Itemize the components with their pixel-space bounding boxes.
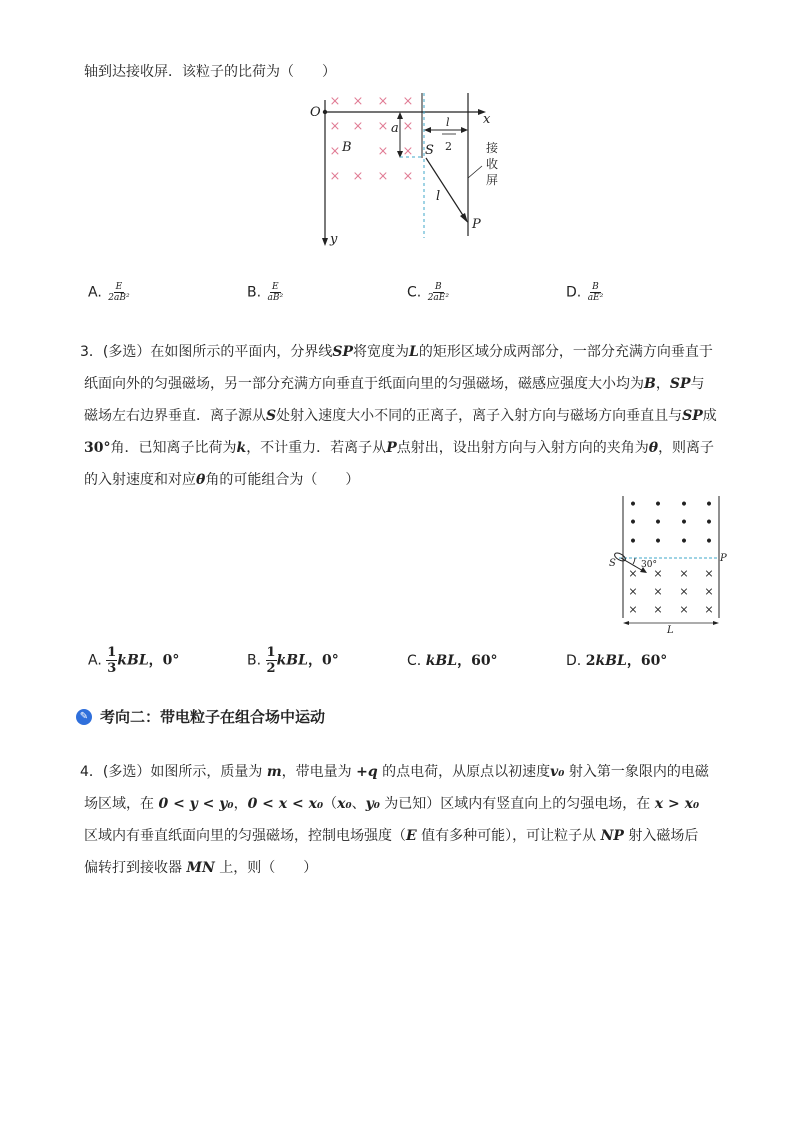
svg-text:×: × — [329, 169, 341, 184]
svg-text:•: • — [679, 497, 689, 513]
q3-stem-line-3: 磁场左右边界垂直．离子源从S处射入速度大小不同的正离子，离子入射方向与磁场方向垂直且与SP成 — [84, 408, 717, 424]
svg-text:×: × — [628, 567, 638, 580]
q2-option-b[interactable]: B. $\frac{E}{\text{aB²}}$ — [247, 282, 284, 303]
q3-stem-line-5: 的入射速度和对应θ角的可能组合为（ ） — [84, 472, 360, 488]
q3-label-angle: 30° — [641, 560, 657, 570]
q2-label-half-l-num: l — [446, 116, 450, 129]
svg-text:×: × — [704, 603, 714, 616]
svg-text:×: × — [377, 94, 389, 109]
svg-text:×: × — [628, 585, 638, 598]
q3-label-s: S — [609, 558, 616, 569]
q2-screen-char-3: 屏 — [486, 173, 499, 187]
svg-text:•: • — [679, 515, 689, 531]
svg-text:•: • — [653, 515, 663, 531]
svg-text:×: × — [704, 585, 714, 598]
q3-cross-grid — [628, 567, 713, 616]
svg-text:×: × — [352, 119, 364, 134]
svg-text:•: • — [628, 497, 638, 513]
svg-text:×: × — [653, 585, 663, 598]
svg-text:×: × — [628, 603, 638, 616]
q2-label-half-l-den: 2 — [445, 140, 452, 153]
q2-label-origin: O — [310, 105, 321, 120]
q2-label-p: P — [472, 217, 481, 232]
q4-stem-line-4: 偏转打到接收器 MN 上，则（ ） — [84, 860, 318, 876]
q3-stem-line-2: 纸面向外的匀强磁场，另一部分充满方向垂直于纸面向里的匀强磁场，磁感应强度大小均为B，SP与 — [84, 376, 705, 392]
q4-stem-line-1: 4．(多选）如图所示，质量为 m，带电量为 +q 的点电荷，从原点以初速度v₀ 射入第一象限内的电磁 — [80, 764, 709, 780]
svg-text:×: × — [329, 144, 341, 159]
svg-text:×: × — [402, 119, 414, 134]
svg-text:×: × — [377, 144, 389, 159]
q2-cross-grid — [330, 94, 414, 184]
q3-label-l: L — [667, 625, 674, 636]
q3-stem-line-4: 30°角．已知离子比荷为k，不计重力．若离子从P点射出，设出射方向与入射方向的夹角为θ，则离子 — [84, 440, 715, 456]
svg-text:•: • — [653, 534, 663, 550]
svg-text:×: × — [653, 603, 663, 616]
svg-text:×: × — [679, 585, 689, 598]
q2-option-a[interactable]: A. $\frac{E}{\text{2aB²}}$ — [88, 282, 130, 303]
section-heading — [76, 706, 325, 727]
q3-label-p: P — [720, 553, 727, 564]
svg-text:×: × — [704, 567, 714, 580]
svg-text:×: × — [679, 603, 689, 616]
svg-text:×: × — [329, 119, 341, 134]
q2-label-x: x — [483, 112, 491, 127]
svg-text:×: × — [352, 94, 364, 109]
q3-stem-line-1: 3．(多选）在如图所示的平面内，分界线SP将宽度为L的矩形区域分成两部分，一部分充满方向垂直于 — [80, 344, 713, 360]
svg-text:•: • — [679, 534, 689, 550]
svg-text:×: × — [653, 567, 663, 580]
svg-text:×: × — [679, 567, 689, 580]
svg-text:×: × — [402, 144, 414, 159]
svg-text:×: × — [377, 119, 389, 134]
q4-stem-line-3: 区域内有垂直纸面向里的匀强磁场，控制电场强度（E 值有多种可能），可让粒子从 NP 射入磁场后 — [84, 828, 699, 844]
q2-figure — [300, 88, 500, 258]
q2-option-c[interactable]: C. $\frac{B}{\text{2aE²}}$ — [407, 282, 449, 303]
q3-option-d[interactable]: D. 2kBL，60° — [566, 653, 668, 669]
q4-stem-line-2: 场区域，在 0 < y < y₀，0 < x < x₀（x₀、y₀ 为已知）区域内有竖直向上的匀强电场，在 x > x₀ — [84, 796, 700, 812]
svg-text:•: • — [704, 497, 714, 513]
svg-text:•: • — [704, 515, 714, 531]
q2-label-s: S — [425, 143, 434, 158]
q2-label-l: l — [436, 189, 441, 204]
svg-text:×: × — [377, 169, 389, 184]
q2-label-a: a — [391, 121, 399, 136]
svg-text:×: × — [352, 169, 364, 184]
q2-label-b: B — [342, 140, 352, 155]
svg-text:×: × — [402, 169, 414, 184]
q2-option-d[interactable]: D. $\frac{B}{\text{aE²}}$ — [566, 282, 604, 303]
q3-option-c[interactable]: C. kBL，60° — [407, 653, 498, 669]
pencil-icon: ✎ — [76, 709, 92, 725]
q3-option-b[interactable]: B. $\frac{1}{2}$ kBL，0° — [247, 645, 339, 676]
q3-dot-grid — [629, 497, 713, 550]
svg-text:•: • — [628, 534, 638, 550]
q2-label-y: y — [330, 232, 338, 247]
q3-figure — [605, 494, 735, 636]
q2-screen-char-2: 收 — [486, 157, 499, 171]
q3-option-a[interactable]: A. $\frac{1}{3}$ kBL，0° — [88, 645, 180, 676]
q2-screen-char-1: 接 — [486, 141, 499, 155]
section-title: 考向二：带电粒子在组合场中运动 — [100, 708, 326, 726]
svg-text:•: • — [653, 497, 663, 513]
q2-stem-line: 轴到达接收屏．该粒子的比荷为（ ） — [84, 64, 336, 80]
svg-text:×: × — [402, 94, 414, 109]
svg-text:×: × — [329, 94, 341, 109]
svg-text:•: • — [628, 515, 638, 531]
svg-text:•: • — [704, 534, 714, 550]
